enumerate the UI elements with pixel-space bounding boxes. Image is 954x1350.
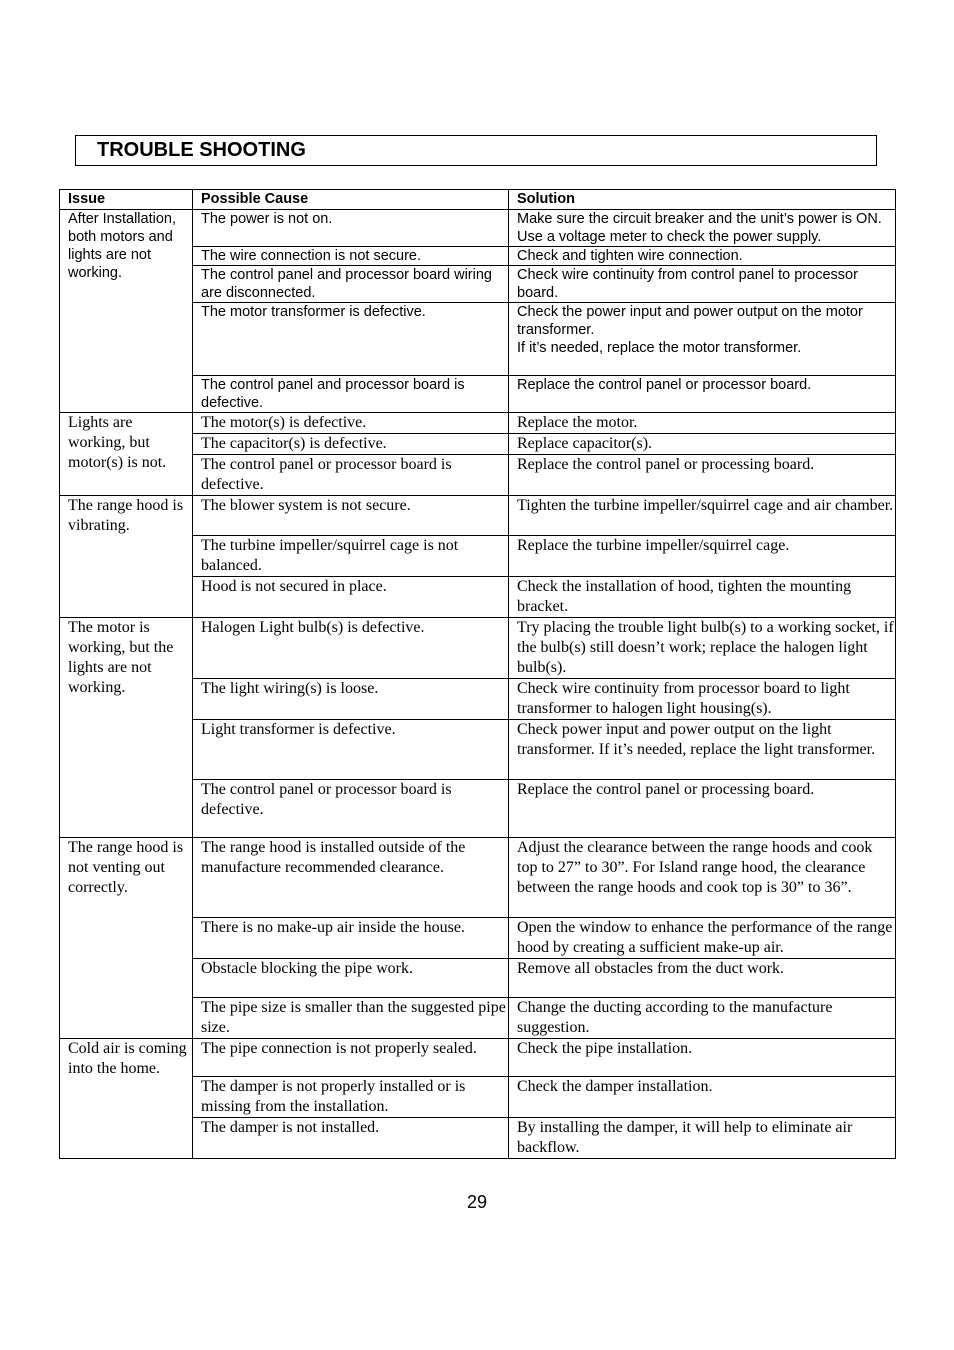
cause-cell: Light transformer is defective.: [193, 720, 509, 780]
table-row: [60, 413, 896, 434]
cause-cell: The wire connection is not secure.: [193, 247, 509, 266]
solution-cell: Replace the control panel or processor board.: [509, 376, 896, 413]
cause-cell: Halogen Light bulb(s) is defective.: [193, 618, 509, 679]
solution-cell: Adjust the clearance between the range hoods and cook top to 27” to 30”. For Island range hood, the clearance between the range hoods and cook top is 30” to 36”.: [509, 838, 896, 918]
solution-cell: Replace the motor.: [509, 413, 896, 434]
troubleshooting-table: [59, 189, 896, 1159]
solution-cell: Check wire continuity from processor board to light transformer to halogen light housing(s).: [509, 679, 896, 720]
page-number: 29: [466, 1192, 488, 1212]
cause-cell: The capacitor(s) is defective.: [193, 434, 509, 455]
issue-text: Cold air is coming into the home.: [68, 1040, 187, 1077]
cause-cell: The control panel or processor board is defective.: [193, 455, 509, 496]
solution-cell: Replace capacitor(s).: [509, 434, 896, 455]
table-row: [60, 496, 896, 536]
solution-cell: Try placing the trouble light bulb(s) to a working socket, if the bulb(s) still doesn’t work; replace the halogen light bulb(s).: [509, 618, 896, 679]
header-possible-cause: Possible Cause: [193, 190, 509, 210]
cause-cell: The control panel and processor board is defective.: [193, 376, 509, 413]
solution-cell: [509, 303, 896, 376]
cause-cell: The light wiring(s) is loose.: [193, 679, 509, 720]
table-header-row: [60, 190, 896, 210]
cause-cell: Obstacle blocking the pipe work.: [193, 959, 509, 998]
solution-cell: Replace the control panel or processing board.: [509, 455, 896, 496]
cause-cell: The turbine impeller/squirrel cage is not balanced.: [193, 536, 509, 577]
issue-cell: [60, 1039, 193, 1159]
cause-cell: The damper is not properly installed or is missing from the installation.: [193, 1077, 509, 1118]
solution-cell: By installing the damper, it will help to eliminate air backflow.: [509, 1118, 896, 1159]
cause-cell: There is no make-up air inside the house.: [193, 918, 509, 959]
solution-cell: Open the window to enhance the performance of the range hood by creating a sufficient make-up air.: [509, 918, 896, 959]
table-row: [60, 210, 896, 247]
cause-cell: The power is not on.: [193, 210, 509, 247]
cause-cell: Hood is not secured in place.: [193, 577, 509, 618]
cause-cell: The damper is not installed.: [193, 1118, 509, 1159]
cause-cell: The motor transformer is defective.: [193, 303, 509, 376]
header-solution: Solution: [509, 190, 896, 210]
table-row: [60, 1039, 896, 1077]
solution-cell: Change the ducting according to the manufacture suggestion.: [509, 998, 896, 1039]
solution-line: If it’s needed, replace the motor transformer.: [517, 340, 802, 356]
cause-cell: The motor(s) is defective.: [193, 413, 509, 434]
table-row: [60, 618, 896, 679]
cause-cell: The pipe connection is not properly sealed.: [193, 1039, 509, 1077]
solution-cell: Replace the turbine impeller/squirrel cage.: [509, 536, 896, 577]
solution-cell: Make sure the circuit breaker and the unit’s power is ON. Use a voltage meter to check the power supply.: [509, 210, 896, 247]
solution-cell: Check wire continuity from control panel to processor board.: [509, 266, 896, 303]
solution-cell: Check and tighten wire connection.: [509, 247, 896, 266]
solution-cell: Replace the control panel or processing board.: [509, 780, 896, 838]
solution-cell: Remove all obstacles from the duct work.: [509, 959, 896, 998]
solution-cell: Tighten the turbine impeller/squirrel cage and air chamber.: [509, 496, 896, 536]
cause-cell: The pipe size is smaller than the suggested pipe size.: [193, 998, 509, 1039]
solution-cell: Check the damper installation.: [509, 1077, 896, 1118]
solution-cell: Check the installation of hood, tighten the mounting bracket.: [509, 577, 896, 618]
table-row: [60, 838, 896, 918]
issue-cell: Lights are working, but motor(s) is not.: [60, 413, 193, 496]
solution-cell: Check power input and power output on the light transformer. If it’s needed, replace the light transformer.: [509, 720, 896, 780]
section-title: TROUBLE SHOOTING: [75, 135, 877, 166]
solution-line: Check the power input and power output on the motor transformer.: [517, 304, 863, 338]
header-issue: Issue: [60, 190, 193, 210]
issue-cell: After Installation, both motors and lights are not working.: [60, 210, 193, 413]
solution-cell: Check the pipe installation.: [509, 1039, 896, 1077]
cause-cell: The control panel and processor board wiring are disconnected.: [193, 266, 509, 303]
cause-cell: The control panel or processor board is defective.: [193, 780, 509, 838]
cause-cell: The range hood is installed outside of the manufacture recommended clearance.: [193, 838, 509, 918]
issue-cell: The range hood is vibrating.: [60, 496, 193, 618]
issue-cell: The motor is working, but the lights are not working.: [60, 618, 193, 838]
issue-cell: The range hood is not venting out correctly.: [60, 838, 193, 1039]
cause-cell: The blower system is not secure.: [193, 496, 509, 536]
